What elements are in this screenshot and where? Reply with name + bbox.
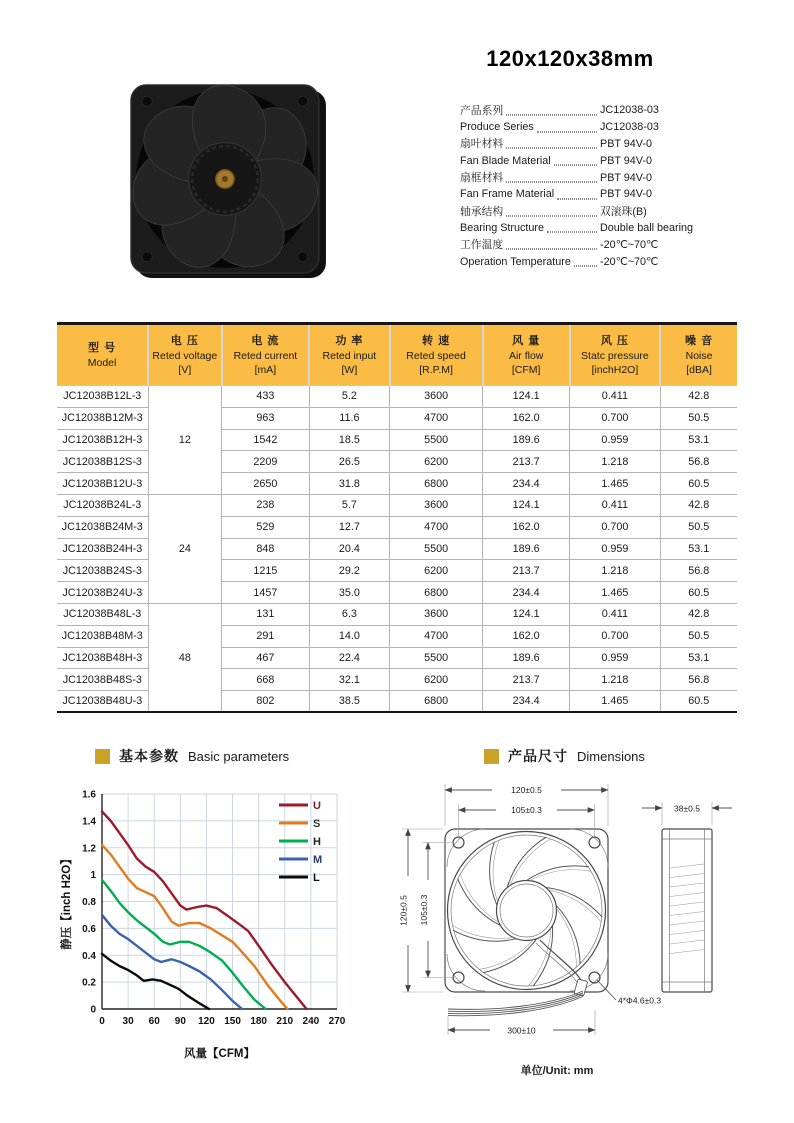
column-header (483, 324, 570, 386)
model-cell: JC12038B48M-3 (57, 625, 148, 647)
spec-label: Produce Series (460, 121, 534, 134)
column-header-cn: 噪 音 (685, 334, 714, 347)
spec-row (460, 220, 737, 237)
value-cell: 11.6 (309, 407, 389, 429)
model-cell: JC12038B12H-3 (57, 429, 148, 451)
value-cell: 2209 (222, 451, 310, 473)
dot-leader (547, 232, 597, 233)
column-header (570, 324, 660, 386)
column-header-cn: 功 率 (335, 334, 364, 347)
section-title-cn: 基本参数 (119, 748, 179, 764)
value-cell: 5500 (390, 429, 483, 451)
spec-row (460, 253, 737, 270)
value-cell: 1.218 (570, 560, 660, 582)
column-header-unit: [dBA] (686, 363, 712, 376)
svg-text:0.4: 0.4 (82, 950, 96, 962)
value-cell: 5500 (390, 538, 483, 560)
spec-value: PBT 94V-0 (600, 188, 653, 201)
value-cell: 0.411 (570, 603, 660, 625)
column-header-cn: 电 压 (170, 334, 199, 347)
section-basic-parameters (95, 746, 289, 766)
series-M (102, 915, 242, 1009)
column-header-en: Reted voltage (152, 349, 218, 362)
spec-value: PBT 94V-0 (600, 171, 653, 184)
value-cell: 124.1 (483, 603, 570, 625)
spec-label: Fan Frame Material (460, 188, 555, 201)
value-cell: 802 (222, 691, 310, 713)
model-cell: JC12038B48U-3 (57, 691, 148, 713)
spec-label: Fan Blade Material (460, 154, 551, 167)
model-cell: JC12038B24S-3 (57, 560, 148, 582)
svg-text:270: 270 (328, 1016, 346, 1027)
value-cell: 0.959 (570, 538, 660, 560)
column-header-unit: [V] (178, 363, 192, 376)
column-header (660, 324, 737, 386)
value-cell: 53.1 (660, 538, 737, 560)
value-cell: 213.7 (483, 451, 570, 473)
dot-leader (554, 165, 597, 166)
svg-text:240: 240 (302, 1016, 320, 1027)
table-row (57, 386, 737, 408)
column-header (222, 324, 310, 386)
value-cell: 20.4 (309, 538, 389, 560)
value-cell: 50.5 (660, 625, 737, 647)
model-cell: JC12038B12L-3 (57, 386, 148, 408)
column-header (148, 324, 221, 386)
value-cell: 26.5 (309, 451, 389, 473)
value-cell: 162.0 (483, 407, 570, 429)
column-header-cn: 风 压 (600, 334, 629, 347)
section-bullet-icon (95, 749, 110, 764)
value-cell: 5.2 (309, 386, 389, 408)
column-header-unit: [mA] (254, 363, 277, 376)
value-cell: 1.218 (570, 451, 660, 473)
column-header-cn: 型 号 (88, 341, 117, 354)
dim-hole-pitch-v: 105±0.3 (419, 894, 429, 926)
parameters-table (57, 322, 737, 713)
spec-label: 轴承结构 (460, 205, 504, 218)
dimensions-drawing (390, 772, 735, 1057)
legend-label-S: S (313, 818, 321, 830)
column-header (390, 324, 483, 386)
value-cell: 467 (222, 647, 310, 669)
value-cell: 0.700 (570, 407, 660, 429)
spec-value: PBT 94V-0 (600, 154, 653, 167)
value-cell: 14.0 (309, 625, 389, 647)
spec-row (460, 152, 737, 169)
column-header-en: Reted input (322, 349, 377, 362)
value-cell: 29.2 (309, 560, 389, 582)
fan-screw-hole (298, 252, 308, 262)
value-cell: 56.8 (660, 451, 737, 473)
series-L (102, 954, 209, 1009)
value-cell: 38.5 (309, 691, 389, 713)
column-header-en: Noise (685, 349, 713, 362)
value-cell: 1542 (222, 429, 310, 451)
value-cell: 56.8 (660, 669, 737, 691)
value-cell: 12.7 (309, 516, 389, 538)
series-H (102, 880, 266, 1009)
spec-value: -20℃~70℃ (600, 239, 659, 252)
value-cell: 31.8 (309, 473, 389, 495)
value-cell: 189.6 (483, 538, 570, 560)
fan-screw-hole (142, 252, 152, 262)
column-header-unit: [CFM] (511, 363, 541, 376)
column-header-en: Air flow (508, 349, 544, 362)
dot-leader (557, 198, 597, 199)
svg-text:90: 90 (174, 1016, 186, 1027)
spec-value: 双滚珠(B) (600, 205, 647, 218)
value-cell: 35.0 (309, 582, 389, 604)
column-header-en: Statc pressure (581, 349, 649, 362)
model-cell: JC12038B12U-3 (57, 473, 148, 495)
value-cell: 60.5 (660, 473, 737, 495)
value-cell: 0.700 (570, 516, 660, 538)
series-U (102, 811, 307, 1009)
fan-screw-hole (142, 96, 152, 106)
dot-leader (574, 265, 597, 266)
front-view (445, 829, 608, 992)
legend-label-H: H (313, 836, 321, 848)
dim-front-height: 120±0.5 (398, 895, 409, 926)
value-cell: 124.1 (483, 386, 570, 408)
model-cell: JC12038B24U-3 (57, 582, 148, 604)
model-cell: JC12038B24H-3 (57, 538, 148, 560)
series-S (102, 845, 287, 1009)
spec-row (460, 136, 737, 153)
fan-product-photo (128, 80, 330, 282)
dot-leader (506, 215, 597, 216)
value-cell: 3600 (390, 494, 483, 516)
spec-value: Double ball bearing (600, 221, 694, 234)
spec-row (460, 169, 737, 186)
value-cell: 42.8 (660, 494, 737, 516)
column-header-cn: 转 速 (422, 334, 451, 347)
section-dimensions (484, 746, 645, 766)
section-bullet-icon (484, 749, 499, 764)
spec-value: PBT 94V-0 (600, 137, 653, 150)
value-cell: 1457 (222, 582, 310, 604)
value-cell: 53.1 (660, 429, 737, 451)
model-cell: JC12038B48L-3 (57, 603, 148, 625)
dot-leader (506, 114, 597, 115)
svg-text:30: 30 (122, 1016, 134, 1027)
table-header-row (57, 324, 737, 386)
svg-text:1: 1 (90, 870, 96, 882)
side-view (662, 829, 712, 992)
value-cell: 6.3 (309, 603, 389, 625)
spec-label: 工作温度 (460, 239, 504, 252)
svg-text:1.6: 1.6 (82, 789, 96, 801)
model-cell: JC12038B12M-3 (57, 407, 148, 429)
legend-label-L: L (313, 872, 320, 884)
svg-text:0: 0 (90, 1004, 96, 1016)
value-cell: 4700 (390, 625, 483, 647)
svg-text:0.8: 0.8 (82, 897, 96, 908)
spec-row (460, 203, 737, 220)
model-cell: JC12038B12S-3 (57, 451, 148, 473)
column-header (309, 324, 389, 386)
spec-label: 扇框材料 (460, 172, 504, 185)
value-cell: 6800 (390, 473, 483, 495)
spec-row (460, 236, 737, 253)
value-cell: 848 (222, 538, 310, 560)
value-cell: 50.5 (660, 407, 737, 429)
voltage-cell: 24 (148, 494, 221, 603)
table-row (57, 603, 737, 625)
svg-text:静压【inch H2O】: 静压【inch H2O】 (61, 853, 73, 950)
value-cell: 32.1 (309, 669, 389, 691)
value-cell: 6200 (390, 669, 483, 691)
value-cell: 5500 (390, 647, 483, 669)
dim-hole-callout: 4*Φ4.6±0.3 (618, 995, 662, 1006)
value-cell: 42.8 (660, 386, 737, 408)
dim-hole-pitch-h: 105±0.3 (511, 805, 542, 815)
spec-label: 扇叶材料 (460, 138, 504, 151)
spec-value: JC12038-03 (600, 121, 659, 134)
value-cell: 213.7 (483, 560, 570, 582)
value-cell: 529 (222, 516, 310, 538)
section-title-en: Basic parameters (188, 748, 290, 764)
fan-hub-dot (222, 176, 228, 182)
value-cell: 668 (222, 669, 310, 691)
table-row (57, 494, 737, 516)
value-cell: 1.218 (570, 669, 660, 691)
mounting-hole (453, 972, 464, 983)
value-cell: 131 (222, 603, 310, 625)
value-cell: 22.4 (309, 647, 389, 669)
spec-label: Operation Temperature (460, 255, 571, 268)
spec-row (460, 119, 737, 136)
model-cell: JC12038B24L-3 (57, 494, 148, 516)
value-cell: 238 (222, 494, 310, 516)
column-header (57, 324, 148, 386)
value-cell: 162.0 (483, 516, 570, 538)
value-cell: 18.5 (309, 429, 389, 451)
value-cell: 0.959 (570, 429, 660, 451)
value-cell: 56.8 (660, 560, 737, 582)
svg-text:180: 180 (250, 1016, 268, 1027)
column-header-unit: [W] (341, 363, 358, 376)
value-cell: 213.7 (483, 669, 570, 691)
value-cell: 0.411 (570, 386, 660, 408)
voltage-cell: 48 (148, 603, 221, 712)
value-cell: 189.6 (483, 429, 570, 451)
spec-value: JC12038-03 (600, 104, 659, 117)
column-header-unit: [inchH2O] (591, 363, 639, 376)
value-cell: 963 (222, 407, 310, 429)
value-cell: 0.959 (570, 647, 660, 669)
dim-wire-length: 300±10 (507, 1025, 536, 1036)
value-cell: 1215 (222, 560, 310, 582)
value-cell: 53.1 (660, 647, 737, 669)
side-blade-lines (670, 864, 704, 954)
dim-depth: 38±0.5 (674, 803, 700, 814)
svg-text:150: 150 (224, 1016, 241, 1027)
section-title-cn: 产品尺寸 (508, 748, 568, 764)
spec-row (460, 186, 737, 203)
value-cell: 0.700 (570, 625, 660, 647)
value-cell: 1.465 (570, 691, 660, 713)
value-cell: 5.7 (309, 494, 389, 516)
dot-leader (506, 249, 597, 250)
model-cell: JC12038B24M-3 (57, 516, 148, 538)
value-cell: 6800 (390, 582, 483, 604)
svg-text:210: 210 (276, 1016, 294, 1027)
value-cell: 50.5 (660, 516, 737, 538)
column-header-en: Reted speed (406, 349, 466, 362)
value-cell: 4700 (390, 516, 483, 538)
column-header-en: Reted current (233, 349, 298, 362)
svg-text:60: 60 (148, 1016, 160, 1027)
svg-text:0.6: 0.6 (82, 923, 96, 935)
value-cell: 4700 (390, 407, 483, 429)
value-cell: 291 (222, 625, 310, 647)
fan-screw-hole (298, 96, 308, 106)
svg-text:风量【CFM】: 风量【CFM】 (184, 1048, 255, 1060)
svg-text:0.2: 0.2 (82, 977, 96, 989)
value-cell: 42.8 (660, 603, 737, 625)
value-cell: 1.465 (570, 582, 660, 604)
svg-text:120: 120 (198, 1016, 215, 1027)
value-cell: 6200 (390, 560, 483, 582)
value-cell: 0.411 (570, 494, 660, 516)
value-cell: 234.4 (483, 473, 570, 495)
dot-leader (537, 131, 597, 132)
dot-leader (506, 181, 597, 182)
value-cell: 189.6 (483, 647, 570, 669)
spec-label: Bearing Structure (460, 221, 545, 234)
value-cell: 234.4 (483, 582, 570, 604)
section-title-en: Dimensions (577, 748, 645, 764)
value-cell: 2650 (222, 473, 310, 495)
value-cell: 6800 (390, 691, 483, 713)
value-cell: 1.465 (570, 473, 660, 495)
performance-chart (57, 785, 349, 1065)
column-header-cn: 风 量 (512, 334, 541, 347)
spec-row (460, 102, 737, 119)
value-cell: 60.5 (660, 691, 737, 713)
value-cell: 6200 (390, 451, 483, 473)
page-title: 120x120x38mm (486, 46, 654, 71)
mounting-hole (589, 837, 600, 848)
spec-value: -20℃~70℃ (600, 256, 659, 269)
model-cell: JC12038B48H-3 (57, 647, 148, 669)
legend-label-M: M (313, 854, 323, 866)
legend-label-U: U (313, 800, 321, 812)
model-cell: JC12038B48S-3 (57, 669, 148, 691)
spec-label: 产品系列 (460, 104, 504, 117)
value-cell: 124.1 (483, 494, 570, 516)
voltage-cell: 12 (148, 386, 221, 495)
value-cell: 234.4 (483, 691, 570, 713)
value-cell: 162.0 (483, 625, 570, 647)
svg-text:1.4: 1.4 (82, 816, 96, 828)
svg-text:0: 0 (99, 1016, 105, 1027)
value-cell: 60.5 (660, 582, 737, 604)
dim-front-width: 120±0.5 (511, 785, 542, 795)
spec-list (460, 102, 737, 270)
column-header-en: Model (87, 356, 117, 369)
svg-text:1.2: 1.2 (82, 843, 96, 855)
unit-note: 单位/Unit: mm (520, 1065, 594, 1077)
value-cell: 3600 (390, 386, 483, 408)
column-header-cn: 电 流 (251, 334, 280, 347)
column-header-unit: [R.P.M] (419, 363, 453, 376)
dot-leader (506, 148, 597, 149)
value-cell: 3600 (390, 603, 483, 625)
mounting-hole (453, 837, 464, 848)
value-cell: 433 (222, 386, 310, 408)
